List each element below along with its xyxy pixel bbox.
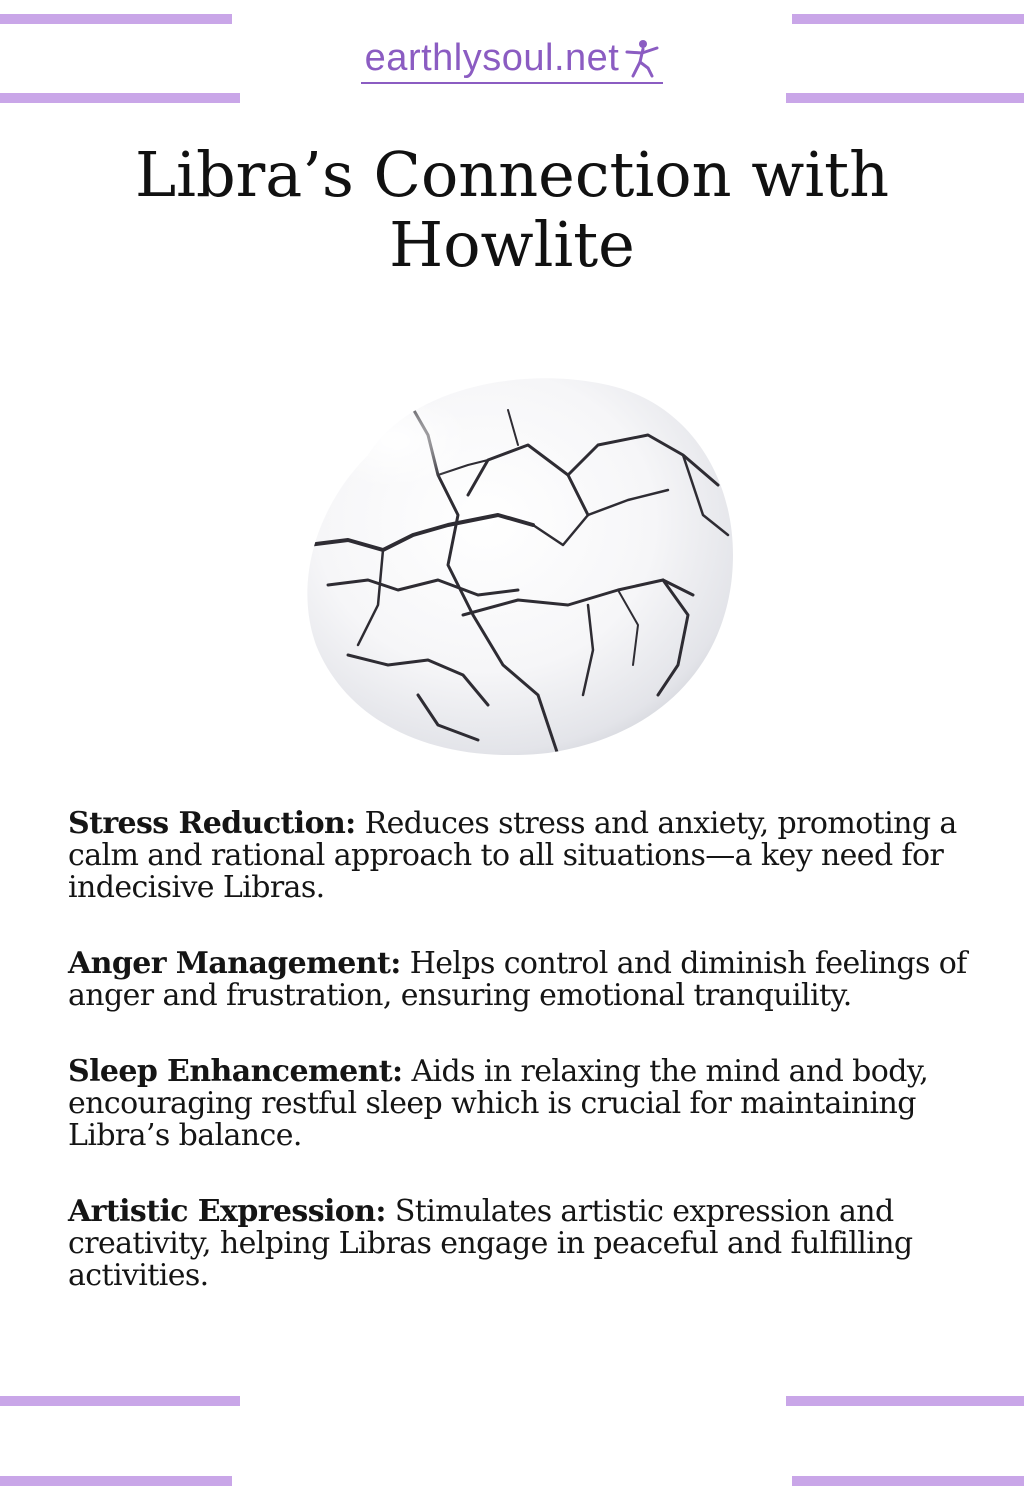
- bottom-left-bar-1: [0, 1396, 240, 1406]
- brand-logo[interactable]: [0, 36, 1024, 84]
- benefit-stress-reduction: [68, 808, 968, 904]
- howlite-stone-icon: [288, 365, 738, 755]
- benefit-description: Stimulates artistic expression and creativity, helping Libras engage in peaceful and fulfilling activities.: [68, 1194, 913, 1293]
- benefit-term: Anger Management:: [68, 946, 401, 981]
- benefit-description: Reduces stress and anxiety, promoting a calm and rational approach to all situations—a key need for indecisive Libras.: [68, 806, 957, 905]
- benefit-description: Aids in relaxing the mind and body, encouraging restful sleep which is crucial for maintaining Libra’s balance.: [68, 1054, 929, 1153]
- bottom-right-bar-2: [792, 1476, 1024, 1486]
- benefit-term: Sleep Enhancement:: [68, 1054, 403, 1089]
- top-right-bar-2: [786, 93, 1024, 103]
- howlite-stone-image: [288, 365, 738, 755]
- bottom-left-bar-2: [0, 1476, 232, 1486]
- top-left-bar-2: [0, 93, 240, 103]
- top-left-bar-1: [0, 14, 232, 24]
- benefit-sleep-enhancement: [68, 1056, 968, 1152]
- benefit-artistic-expression: [68, 1196, 968, 1292]
- benefit-term: Artistic Expression:: [68, 1194, 386, 1229]
- brand-text: earthlysoul.net: [364, 37, 620, 79]
- page-title: Libra’s Connection with Howlite: [134, 138, 890, 281]
- dancer-icon: [621, 38, 659, 80]
- top-right-bar-1: [792, 14, 1024, 24]
- benefit-description: Helps control and diminish feelings of anger and frustration, ensuring emotional tranquility.: [68, 946, 967, 1013]
- brand-logo-inner: [361, 36, 664, 84]
- bottom-right-bar-1: [786, 1396, 1024, 1406]
- benefits-list: [68, 808, 968, 1336]
- benefit-term: Stress Reduction:: [68, 806, 356, 841]
- benefit-anger-management: [68, 948, 968, 1012]
